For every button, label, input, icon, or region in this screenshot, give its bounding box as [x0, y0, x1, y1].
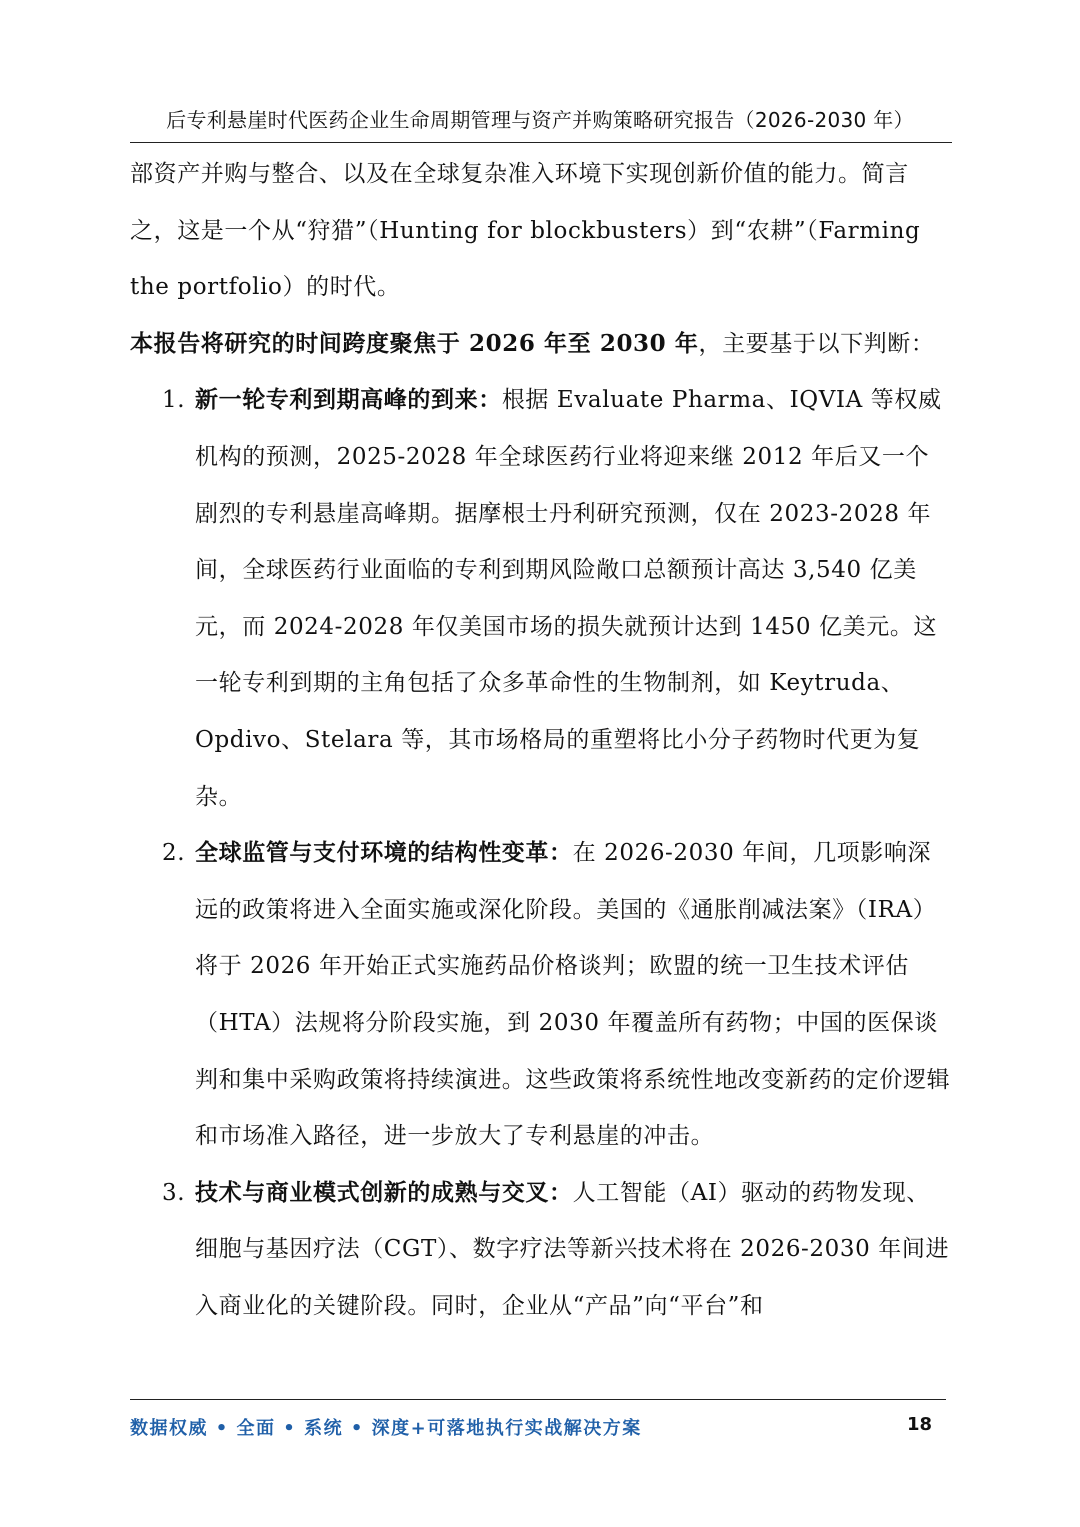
page-header-title: 后专利悬崖时代医药企业生命周期管理与资产并购策略研究报告（2026-2030 年）	[166, 108, 914, 132]
page-number: 18	[906, 1414, 932, 1435]
lead-paragraph	[130, 316, 952, 373]
list-item-number: 2.	[162, 840, 186, 867]
list-item-text: 在 2026-2030 年间，几项影响深远的政策将进入全面实施或深化阶段。美国的《通胀削减法案》（IRA）将于 2026 年开始正式实施药品价格谈判；欧盟的统一卫生技术评估（HTA）法规将分阶段实施，到 2030 年覆盖所有药物；中国的医保谈判和集中采购政策将持续演进。这些政策将系统性地改变新药的定价逻辑和市场准入路径，进一步放大了专利悬崖的冲击。	[195, 840, 951, 1150]
lead-bold-text: 本报告将研究的时间跨度聚焦于 2026 年至 2030 年	[130, 329, 699, 357]
list-item-title: 技术与商业模式创新的成熟与交叉：	[195, 1178, 573, 1206]
judgment-list	[130, 372, 952, 1334]
header-divider	[130, 142, 952, 143]
report-body	[130, 146, 952, 1334]
list-item-title: 新一轮专利到期高峰的到来：	[195, 386, 502, 414]
intro-paragraph: 部资产并购与整合、以及在全球复杂准入环境下实现创新价值的能力。简言之，这是一个从“狩猎”（Hunting for blockbusters）到“农耕”（Farming the portfolio）的时代。	[130, 161, 921, 301]
list-item	[130, 1165, 952, 1335]
list-item	[130, 372, 952, 825]
list-item-number: 3.	[162, 1179, 186, 1206]
footer-slogan: 数据权威 • 全面 • 系统 • 深度+可落地执行实战解决方案	[130, 1418, 642, 1439]
list-item	[130, 825, 952, 1165]
list-item-title: 全球监管与支付环境的结构性变革：	[195, 839, 573, 867]
footer-divider	[130, 1399, 946, 1400]
lead-rest-text: ，主要基于以下判断：	[698, 330, 935, 357]
list-item-text: 人工智能（AI）驱动的药物发现、细胞与基因疗法（CGT）、数字疗法等新兴技术将在 2026-2030 年间进入商业化的关键阶段。同时，企业从“产品”向“平台”和	[195, 1179, 950, 1319]
list-item-text: 根据 Evaluate Pharma、IQVIA 等权威机构的预测，2025-2028 年全球医药行业将迎来继 2012 年后又一个剧烈的专利悬崖高峰期。据摩根士丹利研究预测，仅在 2023-2028 年间，全球医药行业面临的专利到期风险敞口总额预计高达 3,540 亿美元，而 2024-2028 年仅美国市场的损失就预计达到 1450 亿美元。这一轮专利到期的主角包括了众多革命性的生物制剂，如 Keytruda、Opdivo、Stelara 等，其市场格局的重塑将比小分子药物时代更为复杂。	[195, 387, 942, 810]
list-item-number: 1.	[162, 387, 186, 414]
